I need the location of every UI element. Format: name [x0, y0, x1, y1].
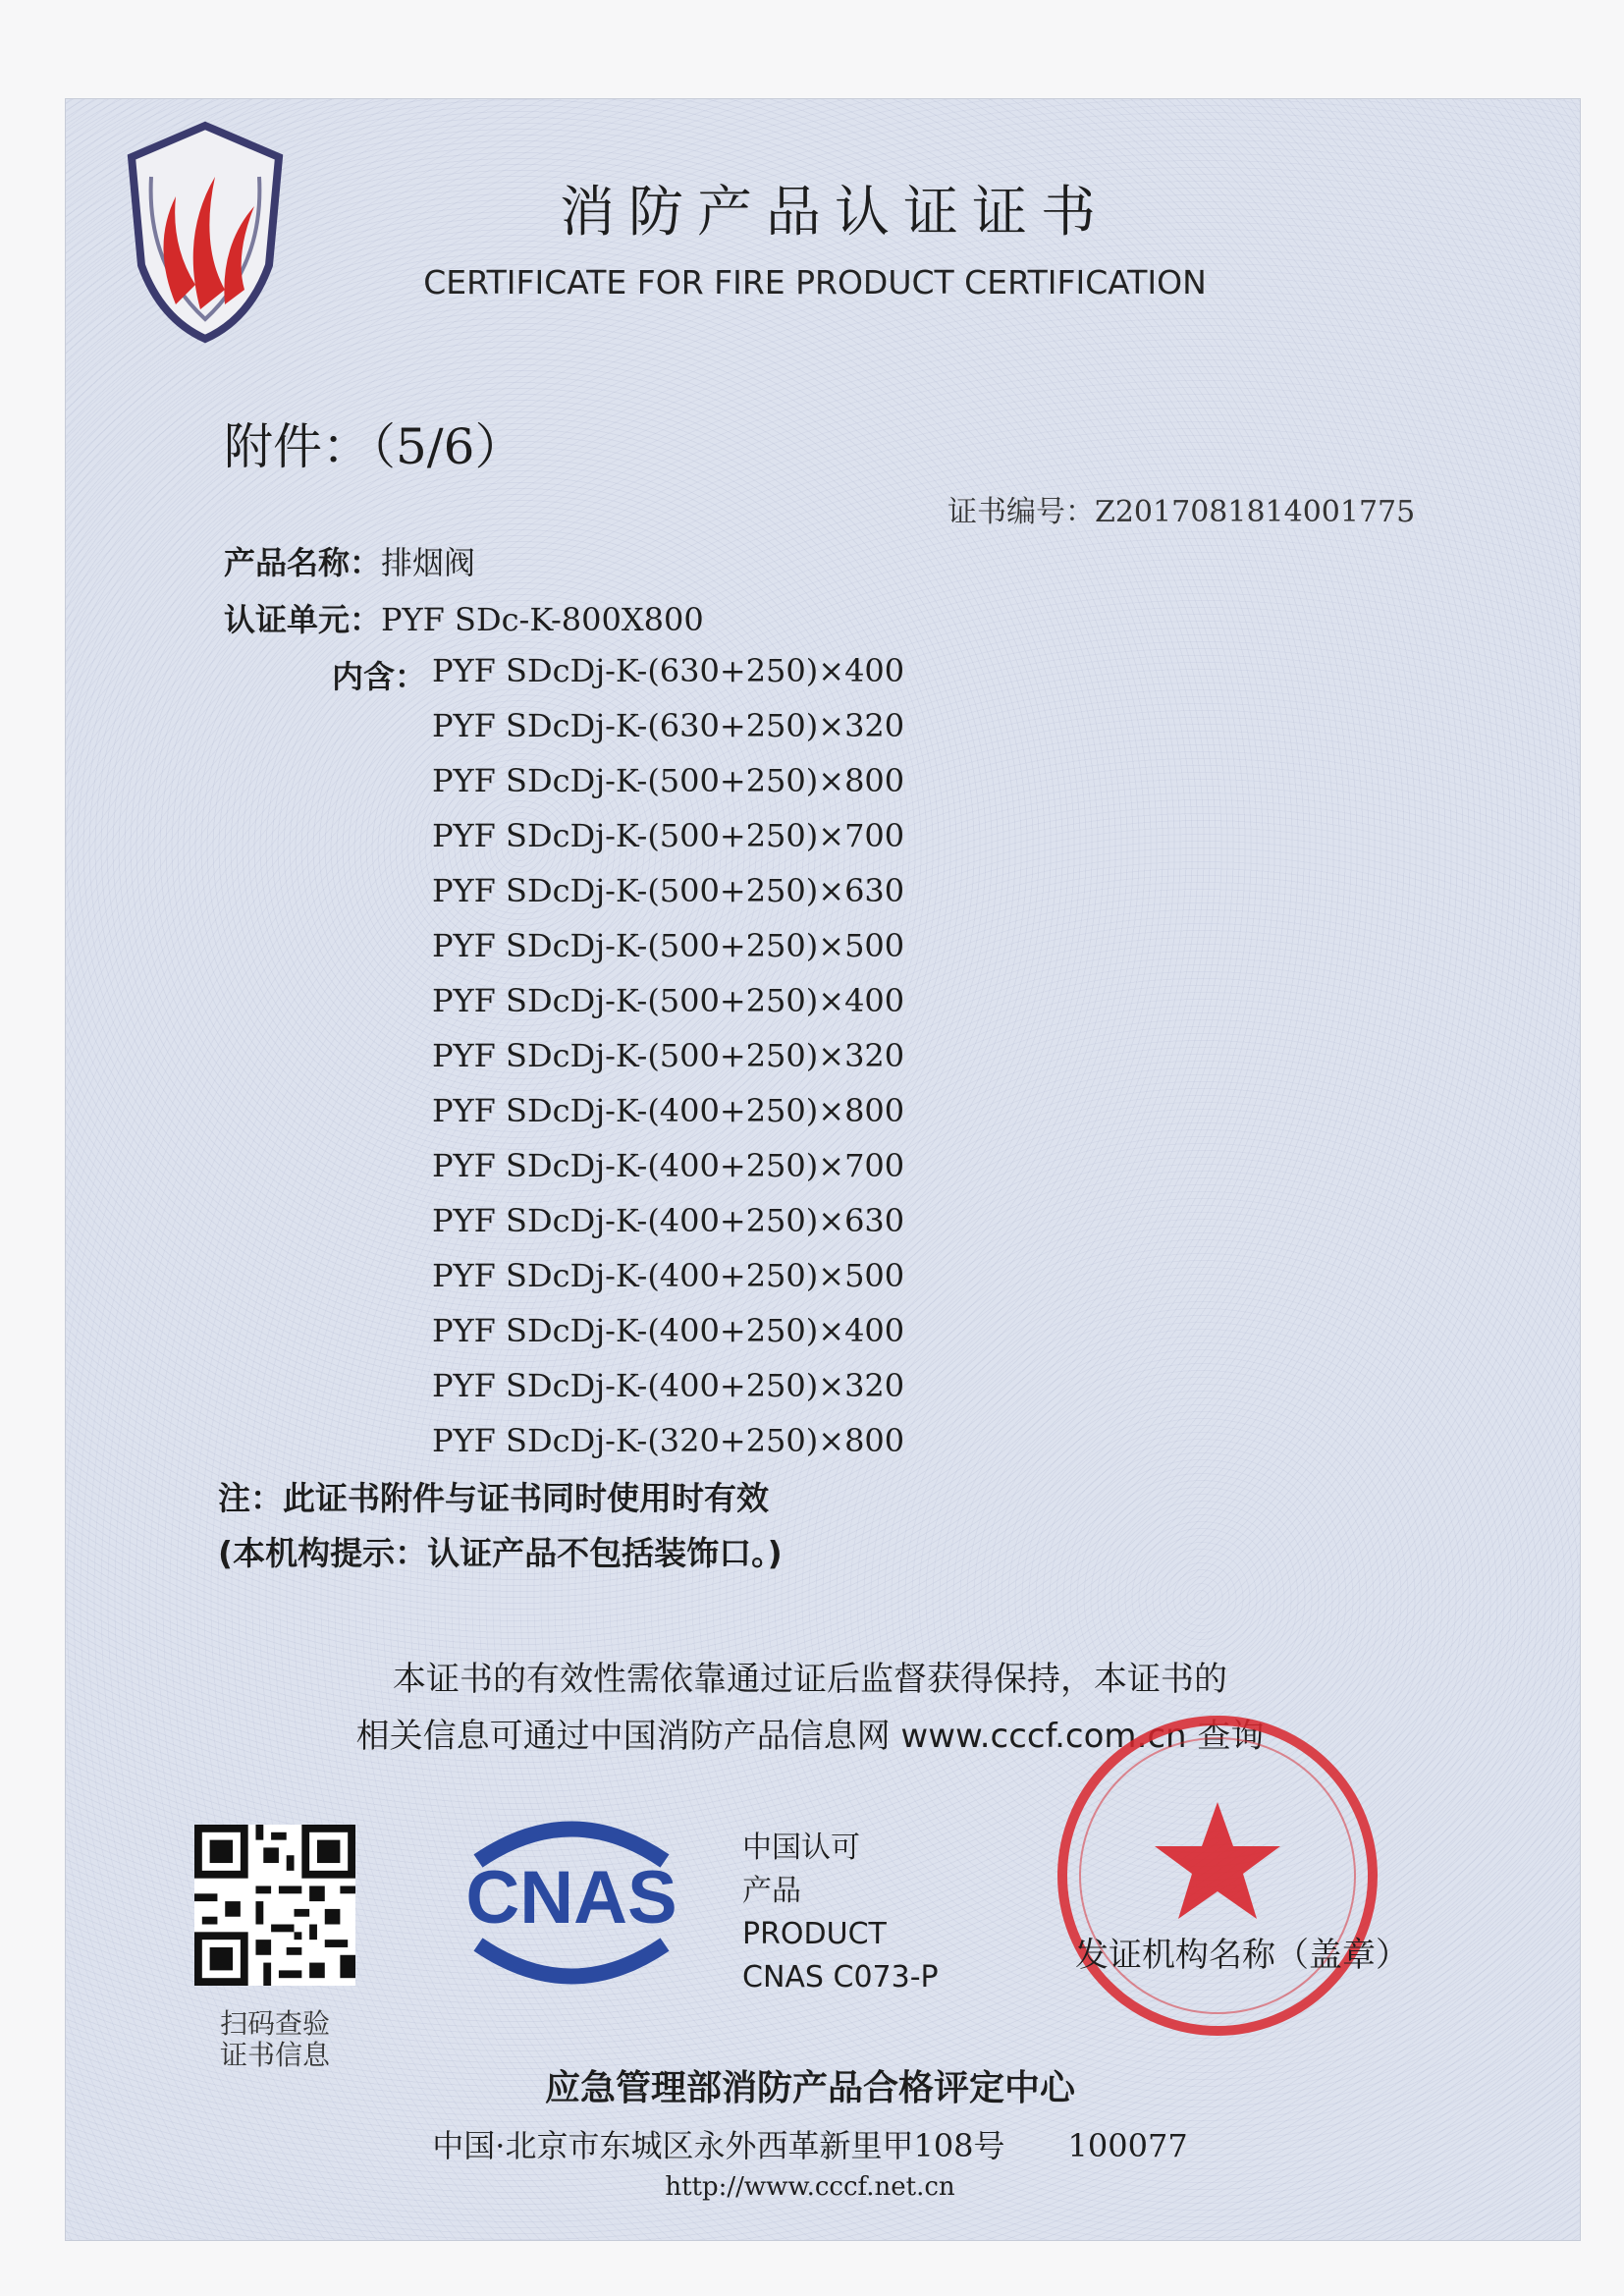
- contains-label: 内含：: [332, 658, 427, 695]
- model-item: PYF SDcDj-K-(400+250)×630: [432, 1202, 905, 1239]
- cnas-line: 中国认可: [742, 1831, 860, 1865]
- cnas-line: CNAS C073-P: [742, 1960, 939, 1995]
- certification-center-name: 应急管理部消防产品合格评定中心: [544, 2067, 1075, 2108]
- issuer-label: 发证机构名称（盖章）: [1075, 1936, 1409, 1975]
- model-item: PYF SDcDj-K-(500+250)×500: [432, 927, 905, 964]
- validity-text-line-2: 相关信息可通过中国消防产品信息网 www.cccf.com.cn 查询: [355, 1717, 1265, 1756]
- model-item: PYF SDcDj-K-(500+250)×700: [432, 817, 905, 854]
- center-website: http://www.cccf.net.cn: [665, 2172, 955, 2202]
- model-item: PYF SDcDj-K-(400+250)×700: [432, 1147, 905, 1184]
- cnas-logo-text: CNAS: [465, 1856, 677, 1940]
- model-item: PYF SDcDj-K-(500+250)×400: [432, 982, 905, 1019]
- decoration-note: (本机构提示：认证产品不包括装饰口。): [218, 1534, 783, 1572]
- model-item: PYF SDcDj-K-(500+250)×630: [432, 872, 905, 909]
- official-seal-icon: [1051, 1709, 1384, 2043]
- qr-caption-line: 证书信息: [219, 2039, 330, 2071]
- qr-code-icon: [194, 1825, 355, 1986]
- model-item: PYF SDcDj-K-(500+250)×800: [432, 762, 905, 799]
- certificate-title-en: CERTIFICATE FOR FIRE PRODUCT CERTIFICATION: [423, 263, 1207, 301]
- center-address: 中国·北京市东城区永外西革新里甲108号 100077: [432, 2127, 1188, 2164]
- certificate-title-cn: 消防产品认证证书: [560, 181, 1110, 245]
- flame-shield-icon: [122, 118, 289, 344]
- model-item: PYF SDcDj-K-(400+250)×320: [432, 1367, 905, 1404]
- cert-unit-label: 认证单元：: [224, 601, 382, 638]
- qr-caption-line: 扫码查验: [219, 2007, 330, 2040]
- cnas-line: PRODUCT: [742, 1917, 887, 1951]
- model-item: PYF SDcDj-K-(500+250)×320: [432, 1037, 905, 1074]
- cert-unit-row: [224, 595, 704, 640]
- validity-text-line-1: 本证书的有效性需依靠通过证后监督获得保持，本证书的: [393, 1660, 1227, 1699]
- annex-note: 注：此证书附件与证书同时使用时有效: [218, 1479, 769, 1517]
- cnas-line: 产品: [742, 1874, 801, 1908]
- model-item: PYF SDcDj-K-(630+250)×400: [432, 652, 905, 689]
- cnas-logo-icon: [454, 1807, 689, 1994]
- model-item: PYF SDcDj-K-(400+250)×400: [432, 1312, 905, 1349]
- model-item: PYF SDcDj-K-(320+250)×800: [432, 1422, 905, 1459]
- cert-unit-value: PYF SDc-K-800X800: [381, 601, 704, 638]
- cnas-accreditation-text: [742, 1827, 939, 1999]
- annex-label: 附件：（5/6）: [224, 418, 524, 475]
- product-name-label: 产品名称：: [224, 544, 382, 581]
- model-item: PYF SDcDj-K-(400+250)×800: [432, 1092, 905, 1129]
- product-name-value: 排烟阀: [381, 544, 476, 581]
- product-name-row: [224, 538, 475, 583]
- model-item: PYF SDcDj-K-(630+250)×320: [432, 707, 905, 744]
- certificate-number: 证书编号：Z2017081814001775: [947, 495, 1416, 529]
- model-item: PYF SDcDj-K-(400+250)×500: [432, 1257, 905, 1294]
